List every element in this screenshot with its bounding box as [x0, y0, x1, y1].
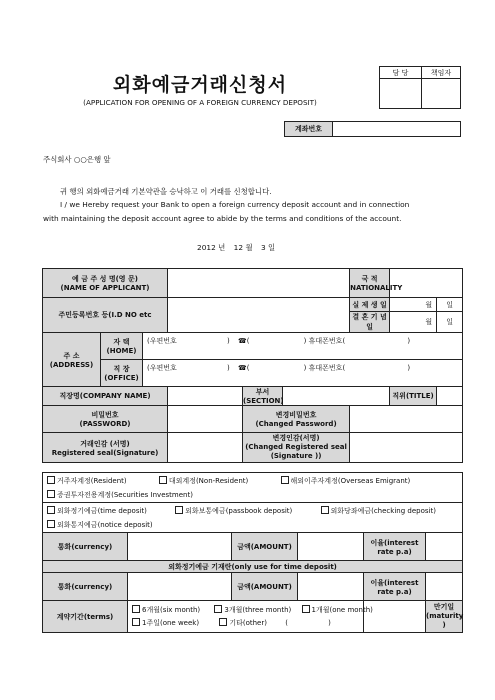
- changed-password-label: 변경비밀번호 (Changed Password): [243, 406, 350, 433]
- id-number-field[interactable]: [168, 298, 350, 333]
- home-address-field[interactable]: (우편번호 ) ☎( ) 휴대폰번호( ): [143, 333, 463, 360]
- page-title: 외화예금거래신청서: [112, 74, 288, 96]
- emigrant-checkbox[interactable]: [281, 476, 289, 484]
- time-deposit-option[interactable]: 외화정기예금(time deposit): [47, 507, 147, 515]
- address-label: 주 소 (ADDRESS): [43, 333, 101, 387]
- changed-seal-label: 변경인감(서명) (Changed Registered seal (Signature )): [243, 433, 350, 463]
- application-date: [197, 242, 307, 253]
- terms-label: 계약기간(terms): [43, 601, 128, 633]
- home-label: 자 택 (HOME): [101, 333, 143, 360]
- term-other-paren-open: (: [285, 618, 288, 627]
- nationality-field[interactable]: [390, 269, 463, 298]
- changed-password-field[interactable]: [350, 406, 463, 433]
- securities-option[interactable]: 증권투자전용계정(Securities Investment): [47, 491, 193, 499]
- registered-seal-field[interactable]: [168, 433, 243, 463]
- approval-manager-label: 책임자: [422, 67, 461, 79]
- birthday-day[interactable]: 일: [437, 298, 463, 312]
- term-one-month-checkbox[interactable]: [302, 605, 310, 613]
- date-year: 2012: [197, 243, 216, 252]
- office-address-field[interactable]: (우편번호 ) ☎( ) 휴대폰번호( ): [143, 360, 463, 387]
- anniversary-month[interactable]: 월: [390, 312, 437, 333]
- interest-rate-field[interactable]: [426, 533, 463, 561]
- maturity-label: 만기일 (maturity ): [426, 601, 463, 633]
- password-label: 비밀번호 (PASSWORD): [43, 406, 168, 433]
- term-other-checkbox[interactable]: [219, 618, 227, 626]
- checking-deposit-option[interactable]: 외화당좌예금(checking deposit): [321, 507, 436, 515]
- term-one-week-checkbox[interactable]: [132, 618, 140, 626]
- applicant-table: [42, 268, 463, 463]
- company-name-field[interactable]: [168, 387, 243, 406]
- approval-box: [379, 66, 461, 109]
- approval-staff-cell[interactable]: [380, 79, 422, 109]
- date-year-unit: 년: [218, 243, 226, 252]
- deposit-table: [42, 472, 463, 633]
- securities-checkbox[interactable]: [47, 490, 55, 498]
- term-one-week-option[interactable]: 1주일(one week): [132, 619, 199, 627]
- account-number-field[interactable]: [333, 122, 461, 137]
- time-interest-rate-field[interactable]: [426, 573, 463, 601]
- time-currency-field[interactable]: [128, 573, 232, 601]
- deposit-type-options: [43, 503, 463, 533]
- passbook-deposit-checkbox[interactable]: [175, 506, 183, 514]
- terms-options: [128, 601, 373, 633]
- account-number-label: 계좌번호: [285, 122, 333, 137]
- non-resident-option[interactable]: 대외계정(Non-Resident): [159, 477, 248, 485]
- account-type-options: [43, 473, 463, 503]
- time-currency-label: 통화(currency): [43, 573, 128, 601]
- password-field[interactable]: [168, 406, 243, 433]
- intro-english-line1: I / we Hereby request your Bank to open a foreign currency deposit account and in connection: [60, 200, 410, 209]
- notice-deposit-option[interactable]: 외화통지예금(notice deposit): [47, 521, 153, 529]
- approval-manager-cell[interactable]: [422, 79, 461, 109]
- date-day: 3: [260, 243, 266, 252]
- date-month: 12: [233, 243, 244, 252]
- account-number-box: [284, 121, 461, 137]
- time-deposit-checkbox[interactable]: [47, 506, 55, 514]
- registered-seal-label: 거래인감 (서명) Registered seal(Signature): [43, 433, 168, 463]
- currency-field[interactable]: [128, 533, 232, 561]
- amount-field[interactable]: [298, 533, 364, 561]
- birthday-month[interactable]: 월: [390, 298, 437, 312]
- anniversary-day[interactable]: 일: [437, 312, 463, 333]
- checking-deposit-checkbox[interactable]: [321, 506, 329, 514]
- resident-option[interactable]: 거주자계정(Resident): [47, 477, 127, 485]
- non-resident-checkbox[interactable]: [159, 476, 167, 484]
- term-six-month-option[interactable]: 6개월(six month): [132, 606, 200, 614]
- term-six-month-checkbox[interactable]: [132, 605, 140, 613]
- section-field[interactable]: [283, 387, 390, 406]
- date-day-unit: 일: [268, 243, 276, 252]
- changed-seal-field[interactable]: [350, 433, 463, 463]
- company-name-label: 직장명(COMPANY NAME): [43, 387, 168, 406]
- section-label: 부서(SECTION): [243, 388, 284, 405]
- intro-korean: 귀 행의 외화예금거래 기본약관을 승낙하고 이 거래를 신청합니다.: [60, 187, 272, 196]
- time-amount-field[interactable]: [298, 573, 364, 601]
- term-three-month-option[interactable]: 3개월(three month): [214, 606, 291, 614]
- office-label: 직 장 (OFFICE): [101, 360, 143, 387]
- passbook-deposit-option[interactable]: 외화보통예금(passbook deposit): [175, 507, 292, 515]
- term-other-option[interactable]: 기타(other): [219, 619, 267, 627]
- time-amount-label: 금액(AMOUNT): [232, 573, 298, 601]
- applicant-name-field[interactable]: [168, 269, 350, 298]
- emigrant-option[interactable]: 해외이주자계정(Overseas Emigrant): [281, 477, 411, 485]
- date-month-unit: 월: [245, 243, 253, 252]
- notice-deposit-checkbox[interactable]: [47, 520, 55, 528]
- page-subtitle: (APPLICATION FOR OPENING OF A FOREIGN CURRENCY DEPOSIT): [83, 98, 317, 107]
- birthday-label: 실 제 생 일: [350, 298, 390, 312]
- interest-rate-label: 이율(interest rate p.a): [364, 533, 426, 561]
- currency-label: 통화(currency): [43, 533, 128, 561]
- addressee: 주식회사 ○○은행 앞: [43, 155, 111, 164]
- applicant-name-label: 예 금 주 성 명(영 문) (NAME OF APPLICANT): [43, 269, 168, 298]
- id-number-label: 주민등록번호 등(I.D NO etc: [43, 298, 168, 333]
- term-three-month-checkbox[interactable]: [214, 605, 222, 613]
- term-other-paren-close: ): [328, 618, 331, 627]
- time-interest-rate-label: 이율(interest rate p.a): [364, 573, 426, 601]
- title-label: 직위(TITLE): [390, 387, 437, 406]
- time-deposit-section-header: 외화정기예금 기재란(only use for time deposit): [43, 561, 463, 573]
- intro-english-line2: with maintaining the deposit account agree to abide by the terms and conditions of the account.: [43, 214, 402, 223]
- nationality-label: 국 적 NATIONALITY: [350, 269, 390, 298]
- anniversary-label: 결 혼 기 념 일: [350, 312, 390, 333]
- approval-staff-label: 담 당: [380, 67, 422, 79]
- title-field[interactable]: [437, 387, 463, 406]
- amount-label: 금액(AMOUNT): [232, 533, 298, 561]
- resident-checkbox[interactable]: [47, 476, 55, 484]
- term-one-month-option[interactable]: 1개월(one month): [302, 606, 373, 614]
